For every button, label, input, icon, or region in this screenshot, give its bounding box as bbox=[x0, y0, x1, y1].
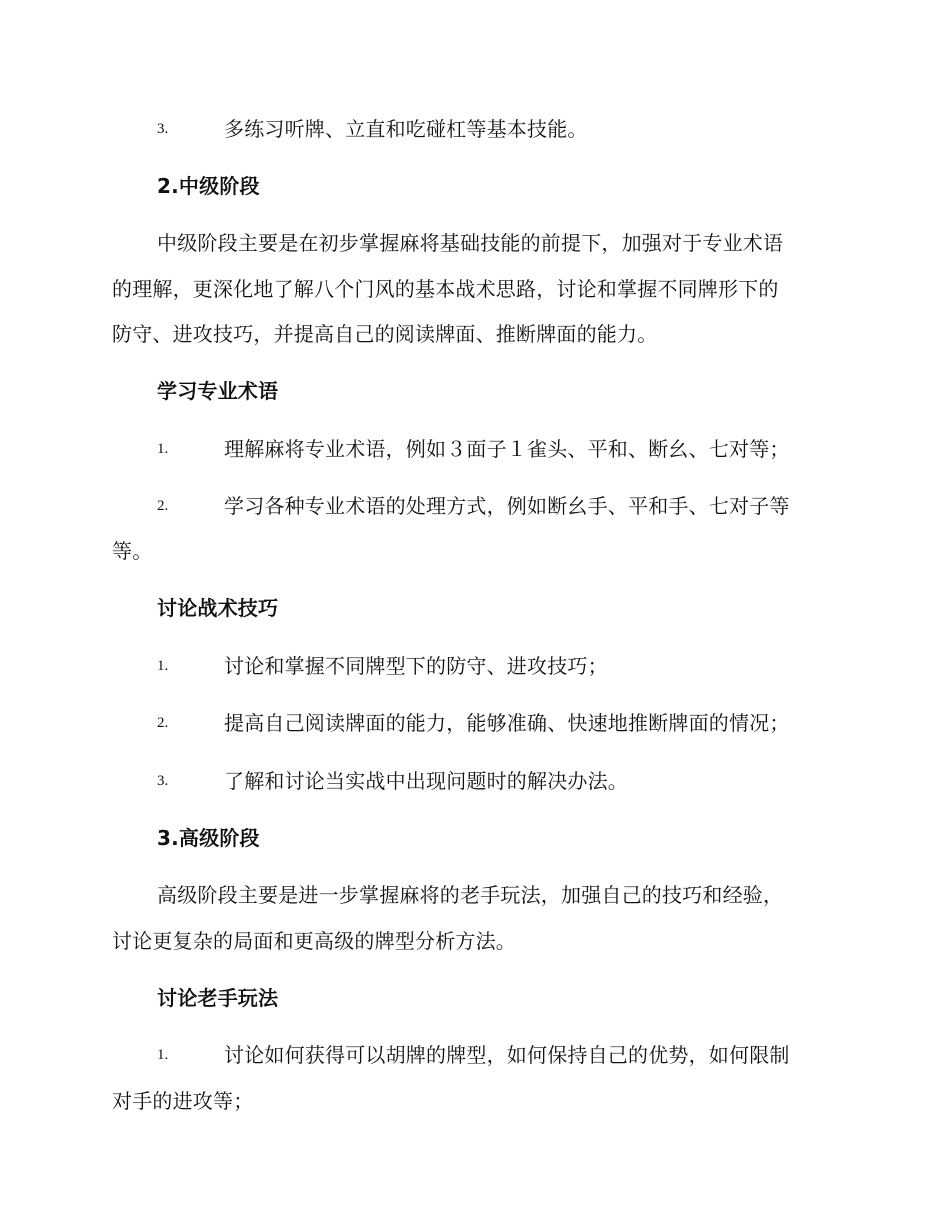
subsection-heading-tactics: 讨论战术技巧 bbox=[157, 596, 279, 620]
paragraph-line: 高级阶段主要是进一步掌握麻将的老手玩法，加强自己的技巧和经验， bbox=[157, 883, 784, 907]
list-item-continuation: 对手的进攻等； bbox=[112, 1089, 254, 1113]
list-item-text: 讨论和掌握不同牌型下的防守、进攻技巧； bbox=[224, 654, 608, 678]
subsection-heading-expert: 讨论老手玩法 bbox=[157, 986, 279, 1010]
paragraph-line: 中级阶段主要是在初步掌握麻将基础技能的前提下，加强对于专业术语 bbox=[157, 231, 784, 255]
paragraph-line: 的理解，更深化地了解八个门风的基本战术思路，讨论和掌握不同牌形下的 bbox=[112, 277, 779, 301]
list-number: 1. bbox=[157, 441, 169, 457]
list-number: 3. bbox=[157, 121, 169, 137]
list-number: 1. bbox=[157, 658, 169, 674]
subsection-heading-terms: 学习专业术语 bbox=[157, 379, 279, 403]
list-number: 2. bbox=[157, 715, 169, 731]
list-item-text: 提高自己阅读牌面的能力，能够准确、快速地推断牌面的情况； bbox=[224, 711, 790, 735]
paragraph-line: 防守、进攻技巧，并提高自己的阅读牌面、推断牌面的能力。 bbox=[112, 322, 658, 346]
list-item-text: 学习各种专业术语的处理方式，例如断幺手、平和手、七对子等 bbox=[224, 494, 790, 518]
list-item-text: 多练习听牌、立直和吃碰杠等基本技能。 bbox=[224, 117, 588, 141]
list-number: 2. bbox=[157, 498, 169, 514]
list-item-continuation: 等。 bbox=[112, 539, 153, 563]
section-heading-intermediate: 2.中级阶段 bbox=[157, 174, 260, 198]
list-item-text: 了解和讨论当实战中出现问题时的解决办法。 bbox=[224, 769, 628, 793]
section-heading-advanced: 3.高级阶段 bbox=[157, 826, 260, 850]
paragraph-line: 讨论更复杂的局面和更高级的牌型分析方法。 bbox=[112, 929, 516, 953]
list-item-text: 讨论如何获得可以胡牌的牌型，如何保持自己的优势，如何限制 bbox=[224, 1043, 790, 1067]
list-number: 3. bbox=[157, 773, 169, 789]
list-item-text: 理解麻将专业术语，例如３面子１雀头、平和、断幺、七对等； bbox=[224, 437, 790, 461]
list-number: 1. bbox=[157, 1047, 169, 1063]
